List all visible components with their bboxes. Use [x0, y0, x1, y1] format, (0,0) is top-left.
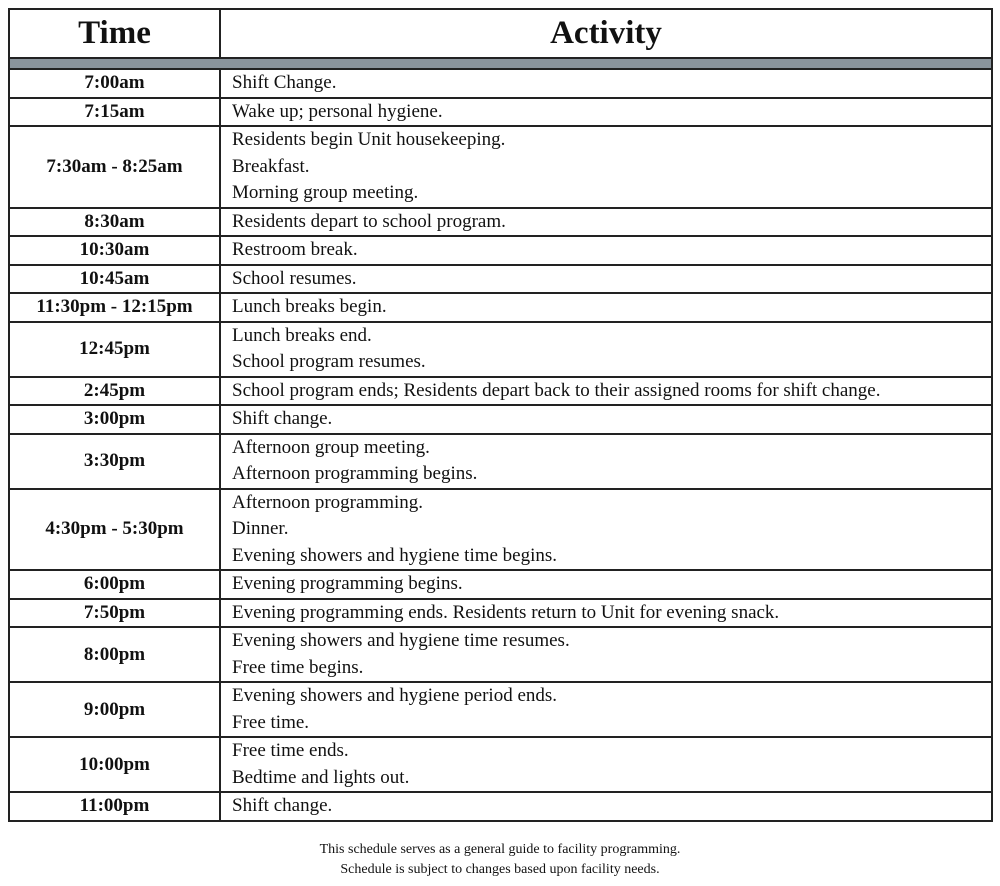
activity-line: Residents begin Unit housekeeping. [232, 129, 506, 150]
table-row [9, 599, 992, 628]
activity-line: Free time. [232, 711, 310, 733]
activity-line: School program ends; Residents depart back to their assigned rooms for shift change. [232, 379, 881, 401]
time-cell: 10:00pm [9, 737, 220, 792]
activity-line: Afternoon programming begins. [232, 463, 478, 484]
time-cell: 3:30pm [9, 434, 220, 489]
table-row [9, 377, 992, 406]
activity-line: Afternoon programming. [232, 491, 424, 513]
activity-line: Shift change. [232, 408, 333, 429]
activity-line: School resumes. [232, 267, 357, 289]
activity-cell [220, 737, 992, 792]
activity-cell [220, 377, 992, 406]
activity-cell [220, 236, 992, 265]
time-cell: 7:15am [9, 98, 220, 127]
activity-line: Evening showers and hygiene period ends. [232, 685, 558, 706]
table-row [9, 737, 992, 792]
table-row [9, 293, 992, 322]
activity-cell [220, 489, 992, 571]
time-cell: 6:00pm [9, 570, 220, 599]
activity-line: Evening programming ends. Residents return to Unit for evening snack. [232, 601, 780, 623]
activity-cell [220, 293, 992, 322]
activity-cell [220, 627, 992, 682]
activity-line: Evening showers and hygiene time resumes. [232, 630, 570, 651]
footer-note-1: This schedule serves as a general guide to facility programming. [319, 842, 681, 857]
activity-line: Morning group meeting. [232, 182, 419, 203]
time-cell: 11:30pm - 12:15pm [9, 293, 220, 322]
time-cell: 2:45pm [9, 377, 220, 406]
table-row [9, 98, 992, 127]
time-cell: 8:30am [9, 208, 220, 237]
activity-line: Afternoon group meeting. [232, 436, 430, 458]
table-row [9, 126, 992, 208]
table-row [9, 236, 992, 265]
table-row [9, 405, 992, 434]
activity-line: Breakfast. [232, 155, 310, 177]
time-cell: 9:00pm [9, 682, 220, 737]
activity-line: Shift Change. [232, 72, 337, 93]
activity-cell [220, 208, 992, 237]
activity-line: Shift change. [232, 795, 333, 816]
table-row [9, 208, 992, 237]
table-row [9, 322, 992, 377]
table-row [9, 627, 992, 682]
activity-line: Evening programming begins. [232, 573, 463, 594]
activity-cell [220, 599, 992, 628]
time-cell: 11:00pm [9, 792, 220, 821]
table-row [9, 682, 992, 737]
table-row [9, 489, 992, 571]
activity-cell [220, 322, 992, 377]
time-cell: 4:30pm - 5:30pm [9, 489, 220, 571]
schedule-body [9, 69, 992, 821]
activity-line: Residents depart to school program. [232, 210, 506, 232]
table-row [9, 570, 992, 599]
activity-cell [220, 570, 992, 599]
activity-line: Free time begins. [232, 656, 364, 678]
activity-line: Evening showers and hygiene time begins. [232, 544, 558, 566]
activity-line: Lunch breaks begin. [232, 296, 387, 317]
activity-line: Bedtime and lights out. [232, 766, 410, 788]
time-cell: 3:00pm [9, 405, 220, 434]
activity-line: Lunch breaks end. [232, 324, 372, 346]
activity-line: Free time ends. [232, 740, 349, 761]
header-divider-band [9, 58, 992, 69]
time-cell: 12:45pm [9, 322, 220, 377]
time-cell: 7:00am [9, 69, 220, 98]
activity-line: Wake up; personal hygiene. [232, 100, 443, 122]
time-cell: 8:00pm [9, 627, 220, 682]
activity-cell [220, 434, 992, 489]
activity-line: School program resumes. [232, 351, 426, 372]
time-cell: 10:45am [9, 265, 220, 294]
activity-line: Restroom break. [232, 239, 358, 260]
table-row [9, 792, 992, 821]
time-cell: 7:50pm [9, 599, 220, 628]
table-row [9, 434, 992, 489]
activity-cell [220, 69, 992, 98]
activity-cell [220, 98, 992, 127]
activity-cell [220, 682, 992, 737]
time-header: Time [9, 9, 220, 58]
activity-cell [220, 126, 992, 208]
time-cell: 7:30am - 8:25am [9, 126, 220, 208]
activity-cell [220, 792, 992, 821]
footer-note-2: Schedule is subject to changes based upon facility needs. [340, 862, 660, 877]
header-row [9, 9, 992, 58]
table-row [9, 69, 992, 98]
time-cell: 10:30am [9, 236, 220, 265]
table-row [9, 265, 992, 294]
activity-cell [220, 265, 992, 294]
activity-line: Dinner. [232, 518, 289, 539]
activity-header: Activity [220, 9, 992, 58]
schedule-table [8, 8, 993, 822]
activity-cell [220, 405, 992, 434]
